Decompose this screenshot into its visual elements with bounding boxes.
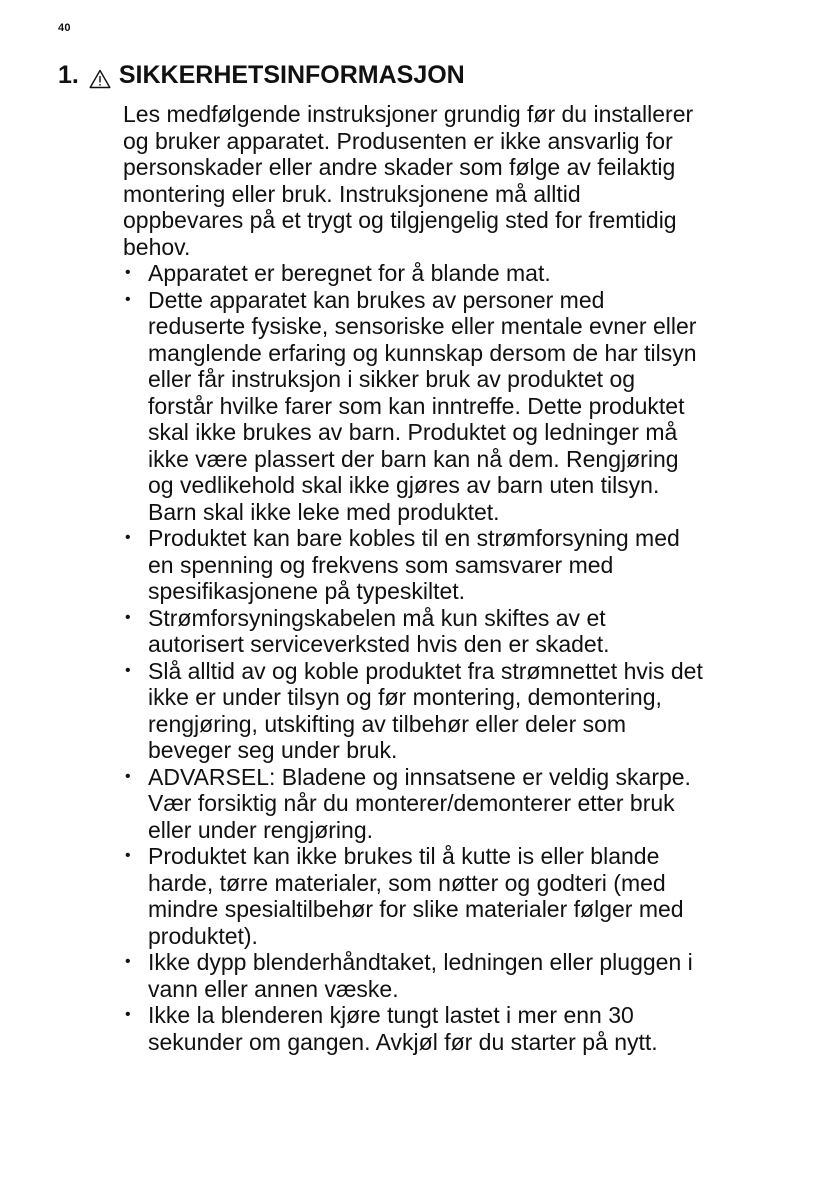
- bullet-dot: •: [125, 1006, 131, 1023]
- bullet-dot: •: [125, 767, 131, 785]
- bullet-dot: •: [125, 661, 131, 679]
- safety-bullet: [123, 949, 783, 1002]
- bullet-text: Ikke la blenderen kjøre tungt lastet i mer enn 30 sekunder om gangen. Avkjøl før du starter på nytt.: [148, 1002, 658, 1055]
- safety-bullet: [123, 287, 783, 526]
- safety-bullet: [123, 605, 783, 658]
- section-number: 1.: [58, 61, 79, 89]
- bullet-text: Dette apparatet kan brukes av personer med reduserte fysiske, sensoriske eller mentale evner eller manglende erfaring og kunnskap dersom de har tilsyn eller får instruksjon i sikker bruk av produktet og forstår hvilke farer som kan inntreffe. Dette produktet skal ikke brukes av barn. Produktet og ledninger må ikke være plassert der barn kan nå dem. Rengjøring og vedlikehold skal ikke gjøres av barn uten tilsyn. Barn skal ikke leke med produktet.: [148, 286, 697, 525]
- bullet-text: Strømforsyningskabelen må kun skiftes av et autorisert serviceverksted hvis den er skadet.: [148, 604, 610, 657]
- safety-bullet: [123, 843, 783, 949]
- safety-bullet: [123, 260, 783, 287]
- section-title: SIKKERHETSINFORMASJON: [118, 61, 465, 89]
- bullet-text: ADVARSEL: Bladene og innsatsene er veldig skarpe. Vær forsiktig når du monterer/demonterer etter bruk eller under rengjøring.: [148, 763, 691, 843]
- intro-paragraph: Les medfølgende instruksjoner grundig før du installerer og bruker apparatet. Produsenten er ikke ansvarlig for personskader eller andre skader som følge av feilaktig montering eller bruk. Instruksjonene må alltid oppbevares på et trygt og tilgjengelig sted for fremtidig behov.: [123, 101, 694, 260]
- bullet-text: Produktet kan ikke brukes til å kutte is eller blande harde, tørre materialer, som nøtter og godteri (med mindre spesialtilbehør for slike materialer følger med produktet).: [148, 843, 684, 949]
- safety-bullet-list: [123, 260, 783, 1055]
- page-number: 40: [58, 22, 71, 34]
- bullet-dot: •: [125, 608, 131, 626]
- bullet-text: Ikke dypp blenderhåndtaket, ledningen eller pluggen i vann eller annen væske.: [148, 949, 693, 1002]
- safety-content: [123, 101, 783, 1055]
- warning-triangle-icon: [89, 66, 111, 86]
- bullet-text: Produktet kan bare kobles til en strømforsyning med en spenning og frekvens som samsvarer med spesifikasjonene på typeskiltet.: [148, 525, 680, 604]
- safety-bullet: [123, 658, 783, 764]
- bullet-dot: •: [125, 264, 131, 281]
- bullet-text: Slå alltid av og koble produktet fra strømnettet hvis det ikke er under tilsyn og før montering, demontering, rengjøring, utskifting av tilbehør eller deler som beveger seg under bruk.: [148, 657, 703, 763]
- safety-bullet: [123, 525, 783, 605]
- bullet-dot: •: [125, 290, 131, 308]
- bullet-dot: •: [125, 847, 131, 864]
- safety-bullet: [123, 764, 783, 844]
- safety-bullet: [123, 1002, 783, 1055]
- bullet-dot: •: [125, 529, 131, 546]
- section-heading: [58, 60, 465, 90]
- bullet-dot: •: [125, 953, 131, 970]
- bullet-text: Apparatet er beregnet for å blande mat.: [148, 260, 551, 286]
